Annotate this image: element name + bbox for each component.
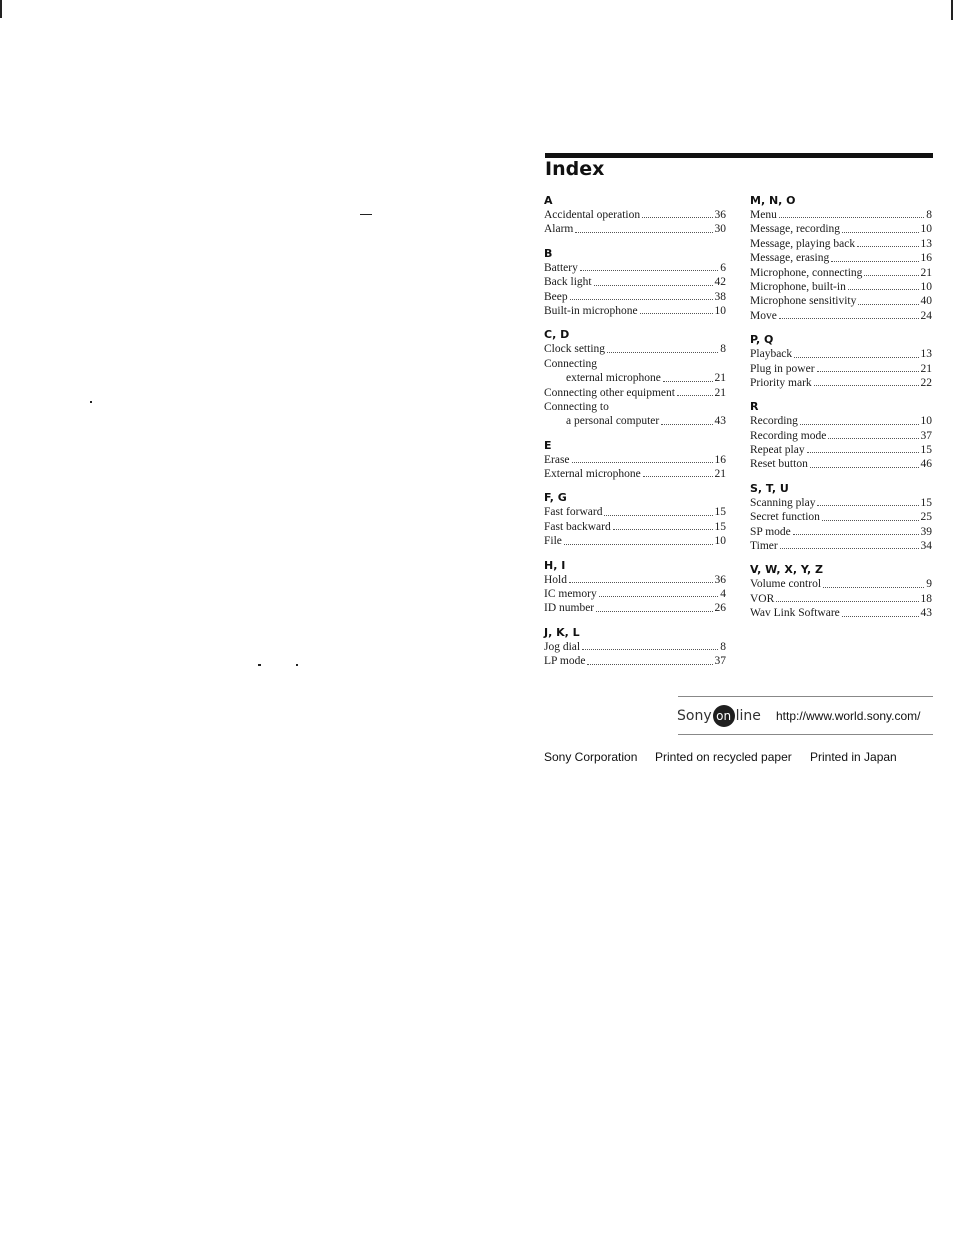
entry-page: 18 xyxy=(920,592,932,605)
index-entry xyxy=(750,414,932,428)
entry-label: Back light xyxy=(544,276,592,289)
dot-leader xyxy=(596,601,712,611)
index-entry xyxy=(544,601,726,615)
dot-leader xyxy=(640,304,713,314)
group-heading: V, W, X, Y, Z xyxy=(750,563,823,577)
entry-page: 21 xyxy=(714,372,726,385)
entry-page: 16 xyxy=(714,453,726,466)
dot-leader xyxy=(779,208,924,218)
entry-page: 39 xyxy=(920,525,932,538)
index-group xyxy=(544,491,726,548)
entry-page: 21 xyxy=(920,362,932,375)
dot-leader xyxy=(780,539,919,549)
entry-page: 15 xyxy=(714,520,726,533)
entry-label: Accidental operation xyxy=(544,209,641,221)
footer-origin: Printed in Japan xyxy=(810,750,897,764)
dot-leader xyxy=(572,453,713,463)
page-title: Index xyxy=(545,158,605,180)
index-entry xyxy=(750,362,932,376)
entry-label: Built-in microphone xyxy=(544,304,638,317)
dot-leader xyxy=(607,342,718,352)
dot-leader xyxy=(823,577,924,587)
index-group xyxy=(750,333,932,390)
entry-page: 13 xyxy=(920,237,932,250)
index-entry xyxy=(544,414,726,428)
index-entry xyxy=(750,539,932,553)
entry-page: 15 xyxy=(714,506,726,519)
index-column-left xyxy=(544,194,726,679)
entry-page: 15 xyxy=(920,444,932,457)
index-entry xyxy=(544,587,726,601)
index-entry xyxy=(750,294,932,308)
dot-leader xyxy=(611,400,724,410)
entry-page: 46 xyxy=(920,458,932,471)
group-heading: B xyxy=(544,246,553,260)
scan-mark xyxy=(951,0,953,20)
online-rule-bottom xyxy=(678,734,933,735)
website-url: http://www.world.sony.com/ xyxy=(776,709,921,723)
entry-page: 24 xyxy=(920,309,932,322)
index-entry xyxy=(544,261,726,275)
entry-label: Reset button xyxy=(750,458,808,471)
entry-label: Beep xyxy=(544,290,568,303)
entry-label: Fast forward xyxy=(544,506,603,519)
entry-page: 40 xyxy=(920,295,932,308)
dot-leader xyxy=(604,505,712,515)
entry-page: 8 xyxy=(720,343,726,356)
entry-label: Microphone sensitivity xyxy=(750,295,857,308)
index-entry xyxy=(750,347,932,361)
entry-page: 37 xyxy=(920,429,932,442)
entry-page: 15 xyxy=(920,496,932,509)
scan-mark xyxy=(0,0,2,18)
dot-leader xyxy=(794,347,918,357)
group-heading: A xyxy=(544,194,553,207)
dot-leader xyxy=(599,587,719,597)
index-entry xyxy=(750,266,932,280)
dot-leader xyxy=(807,443,919,453)
scan-mark xyxy=(258,664,261,666)
entry-label: Repeat play xyxy=(750,444,805,457)
dot-leader xyxy=(613,520,713,530)
entry-label: Message, playing back xyxy=(750,237,856,250)
entry-page: 21 xyxy=(920,266,932,279)
index-entry xyxy=(544,654,726,668)
footer-company: Sony Corporation xyxy=(544,750,638,764)
entry-label: Alarm xyxy=(544,223,574,236)
index-entry xyxy=(544,222,726,236)
dot-leader xyxy=(848,280,919,290)
dot-leader xyxy=(842,222,918,232)
entry-label: Wav Link Software xyxy=(750,607,840,620)
dot-leader xyxy=(842,606,919,616)
index-entry xyxy=(544,534,726,548)
scan-mark xyxy=(296,664,298,666)
online-rule-top xyxy=(678,696,933,697)
index-entry xyxy=(544,453,726,467)
entry-page: 10 xyxy=(920,280,932,293)
entry-page: 4 xyxy=(720,588,726,601)
entry-label: Priority mark xyxy=(750,376,812,389)
dot-leader xyxy=(580,261,718,271)
dot-leader xyxy=(817,496,918,506)
entry-label: Hold xyxy=(544,573,567,586)
index-entry xyxy=(544,573,726,587)
entry-label: Fast backward xyxy=(544,520,611,533)
index-entry xyxy=(750,510,932,524)
group-heading: F, G xyxy=(544,491,567,505)
index-group xyxy=(750,482,932,554)
dot-leader xyxy=(831,251,918,261)
entry-label: Move xyxy=(750,309,777,322)
dot-leader xyxy=(800,414,919,424)
index-group xyxy=(544,247,726,319)
index-group xyxy=(544,328,726,428)
entry-page: 26 xyxy=(714,602,726,615)
group-heading: E xyxy=(544,438,552,452)
dot-leader xyxy=(642,208,712,218)
index-entry xyxy=(544,467,726,481)
entry-label: Battery xyxy=(544,261,578,274)
index-entry xyxy=(750,443,932,457)
entry-page: 6 xyxy=(720,261,726,274)
entry-page: 38 xyxy=(714,290,726,303)
entry-page: 10 xyxy=(920,223,932,236)
dot-leader xyxy=(828,429,918,439)
entry-label: Plug in power xyxy=(750,362,815,375)
dot-leader xyxy=(594,275,713,285)
index-entry xyxy=(750,376,932,390)
index-entry xyxy=(750,237,932,251)
index-entry xyxy=(750,525,932,539)
dot-leader xyxy=(569,573,713,583)
dot-leader xyxy=(793,525,919,535)
index-entry xyxy=(544,290,726,304)
index-entry xyxy=(544,371,726,385)
group-heading: H, I xyxy=(544,558,566,572)
index-entry xyxy=(544,505,726,519)
dot-leader xyxy=(677,386,713,396)
entry-page: 10 xyxy=(920,415,932,428)
entry-page: 16 xyxy=(920,252,932,265)
entry-label: Jog dial xyxy=(544,640,581,653)
entry-page: 8 xyxy=(926,209,932,221)
entry-label: Scanning play xyxy=(750,496,816,509)
group-heading: J, K, L xyxy=(544,625,580,639)
entry-page: 22 xyxy=(920,376,932,389)
index-group xyxy=(750,563,932,620)
entry-page: 42 xyxy=(714,276,726,289)
entry-label: Recording mode xyxy=(750,429,827,442)
entry-page: 21 xyxy=(714,468,726,481)
index-group xyxy=(544,559,726,616)
dot-leader xyxy=(810,457,919,467)
entry-label: LP mode xyxy=(544,655,586,668)
dot-leader xyxy=(857,237,918,247)
index-entry xyxy=(750,577,932,591)
group-heading: C, D xyxy=(544,328,570,342)
entry-page: 25 xyxy=(920,511,932,524)
scan-mark xyxy=(360,214,372,215)
logo-suffix: line xyxy=(735,708,761,724)
entry-page: 36 xyxy=(714,573,726,586)
index-entry xyxy=(750,309,932,323)
dot-leader xyxy=(599,357,724,367)
entry-label: Message, recording xyxy=(750,223,841,236)
scan-mark xyxy=(90,401,92,403)
index-entry xyxy=(544,520,726,534)
footer-paper: Printed on recycled paper xyxy=(655,750,792,764)
entry-label: Microphone, connecting xyxy=(750,266,863,279)
entry-label: Connecting other equipment xyxy=(544,386,675,399)
entry-page: 9 xyxy=(926,578,932,591)
entry-label: Microphone, built-in xyxy=(750,280,846,293)
entry-label: a personal computer xyxy=(566,415,660,428)
entry-label: Menu xyxy=(750,209,777,221)
index-entry xyxy=(750,606,932,620)
dot-leader xyxy=(814,376,919,386)
dot-leader xyxy=(779,309,919,319)
index-entry xyxy=(750,280,932,294)
entry-page: 8 xyxy=(720,640,726,653)
index-entry xyxy=(544,357,726,371)
index-group xyxy=(750,194,932,323)
group-heading: P, Q xyxy=(750,333,774,347)
entry-label: Secret function xyxy=(750,511,820,524)
index-group xyxy=(544,626,726,669)
index-entry xyxy=(750,208,932,222)
entry-label: External microphone xyxy=(544,468,641,481)
dot-leader xyxy=(822,510,919,520)
entry-page: 36 xyxy=(714,209,726,221)
entry-label: ID number xyxy=(544,602,595,615)
entry-label: Timer xyxy=(750,540,778,553)
index-group xyxy=(544,194,726,237)
entry-page: 43 xyxy=(920,607,932,620)
entry-label: IC memory xyxy=(544,588,597,601)
dot-leader xyxy=(582,640,718,650)
entry-page: 37 xyxy=(714,655,726,668)
index-entry xyxy=(544,304,726,318)
index-entry xyxy=(750,222,932,236)
group-heading: S, T, U xyxy=(750,481,789,495)
entry-label: File xyxy=(544,535,562,548)
index-entry xyxy=(544,386,726,400)
entry-label: Erase xyxy=(544,453,570,466)
dot-leader xyxy=(858,294,918,304)
entry-page: 43 xyxy=(714,415,726,428)
index-entry xyxy=(544,275,726,289)
index-entry xyxy=(750,429,932,443)
index-group xyxy=(544,439,726,482)
entry-page: 21 xyxy=(714,386,726,399)
sony-online-logo xyxy=(677,705,761,727)
index-group xyxy=(750,400,932,472)
entry-page: 30 xyxy=(714,223,726,236)
entry-label: Connecting to xyxy=(544,400,609,413)
index-entry xyxy=(750,592,932,606)
group-heading: M, N, O xyxy=(750,194,796,207)
entry-label: external microphone xyxy=(566,372,661,385)
index-entry xyxy=(750,496,932,510)
logo-badge: on xyxy=(713,705,735,727)
logo-prefix: Sony xyxy=(677,708,712,724)
dot-leader xyxy=(776,592,918,602)
dot-leader xyxy=(587,654,712,664)
entry-label: Playback xyxy=(750,348,793,361)
entry-label: Message, erasing xyxy=(750,252,830,265)
entry-label: Clock setting xyxy=(544,343,606,356)
dot-leader xyxy=(570,290,713,300)
entry-label: Connecting xyxy=(544,357,598,370)
dot-leader xyxy=(817,362,919,372)
entry-page: 34 xyxy=(920,540,932,553)
index-entry xyxy=(750,457,932,471)
index-entry xyxy=(750,251,932,265)
index-entry xyxy=(544,400,726,414)
dot-leader xyxy=(661,414,712,424)
dot-leader xyxy=(663,371,713,381)
index-entry xyxy=(544,208,726,222)
entry-page: 13 xyxy=(920,348,932,361)
index-entry xyxy=(544,342,726,356)
group-heading: R xyxy=(750,400,759,414)
dot-leader xyxy=(864,266,918,276)
index-column-right xyxy=(750,194,932,631)
entry-label: Recording xyxy=(750,415,798,428)
entry-page: 10 xyxy=(714,304,726,317)
entry-label: SP mode xyxy=(750,525,791,538)
index-entry xyxy=(544,640,726,654)
dot-leader xyxy=(575,222,712,232)
entry-label: VOR xyxy=(750,592,775,605)
dot-leader xyxy=(564,534,713,544)
entry-page: 10 xyxy=(714,535,726,548)
dot-leader xyxy=(643,467,713,477)
entry-label: Volume control xyxy=(750,578,822,591)
